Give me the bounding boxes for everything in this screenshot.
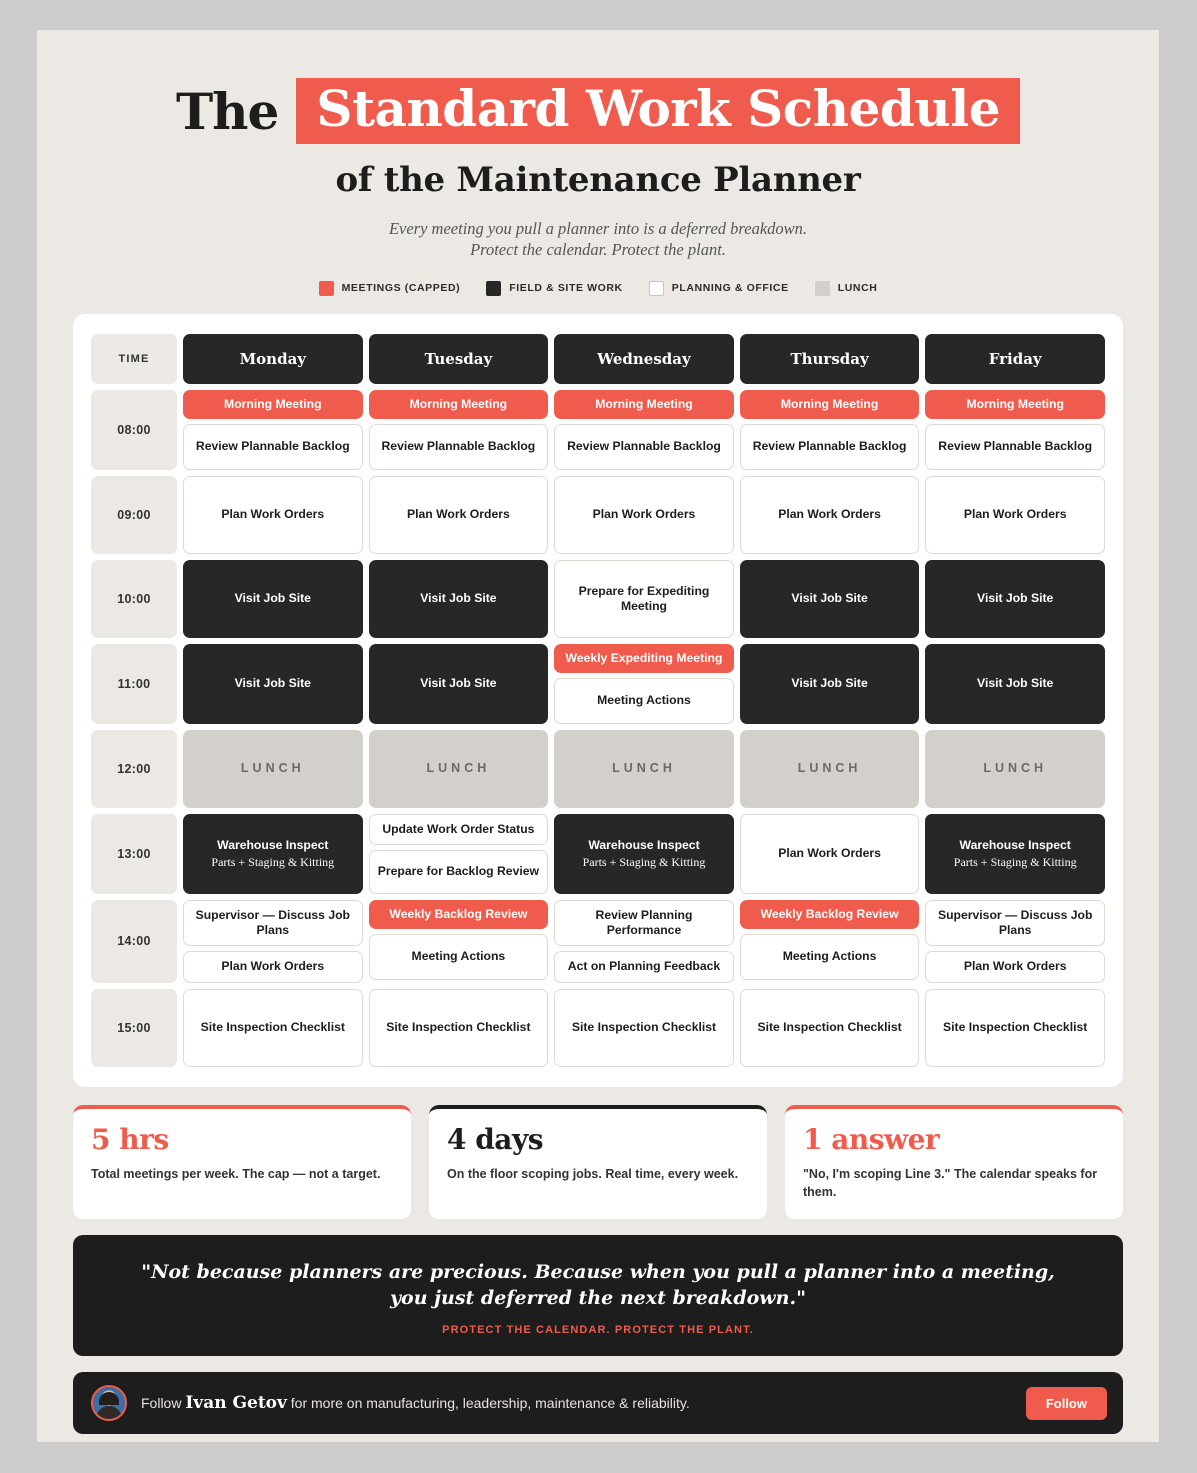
event-label: Plan Work Orders xyxy=(778,507,881,522)
legend-swatch-icon xyxy=(649,281,664,296)
event-label: Update Work Order Status xyxy=(382,821,535,836)
event-block[interactable] xyxy=(183,989,363,1067)
event-label: Weekly Backlog Review xyxy=(389,906,528,921)
event-label: Plan Work Orders xyxy=(778,846,881,861)
calendar-row xyxy=(91,900,1105,983)
event-block[interactable] xyxy=(740,989,920,1067)
event-label: Site Inspection Checklist xyxy=(757,1020,902,1034)
event-label: Morning Meeting xyxy=(224,396,322,411)
event-block[interactable] xyxy=(925,814,1105,894)
stat-description: On the floor scoping jobs. Real time, every week. xyxy=(447,1166,739,1181)
event-label: Visit Job Site xyxy=(420,676,497,691)
calendar-slot xyxy=(925,814,1105,894)
calendar-slot xyxy=(183,390,363,470)
event-label: Visit Job Site xyxy=(791,676,868,691)
calendar-slot xyxy=(740,989,920,1067)
time-label: 08:00 xyxy=(91,390,177,470)
calendar-slot xyxy=(554,560,734,638)
event-block[interactable] xyxy=(183,560,363,638)
legend-label: PLANNING & OFFICE xyxy=(671,282,789,295)
event-label: LUNCH xyxy=(797,761,862,776)
event-block[interactable] xyxy=(554,424,734,470)
calendar-slot xyxy=(369,730,549,808)
event-label: Site Inspection Checklist xyxy=(571,1020,717,1034)
follow-prefix: Follow xyxy=(141,1395,182,1412)
event-label: Morning Meeting xyxy=(595,396,693,411)
calendar-row xyxy=(91,989,1105,1067)
event-label: Supervisor — Discuss Job Plans xyxy=(195,907,351,938)
event-block[interactable] xyxy=(369,934,549,980)
legend-label: MEETINGS (CAPPED) xyxy=(341,282,461,295)
legend-item xyxy=(649,281,789,296)
event-block[interactable] xyxy=(554,560,734,638)
event-block[interactable] xyxy=(925,424,1105,470)
event-block[interactable] xyxy=(740,730,920,808)
event-label: Weekly Backlog Review xyxy=(760,906,899,921)
time-label: 09:00 xyxy=(91,476,177,554)
time-label: 14:00 xyxy=(91,900,177,983)
calendar-slot xyxy=(740,814,920,894)
event-block[interactable] xyxy=(740,390,920,419)
event-sublabel: Parts + Staging & Kitting xyxy=(211,855,335,869)
event-label: Visit Job Site xyxy=(791,591,868,606)
title-prefix: The xyxy=(175,81,279,141)
time-column-header: TIME xyxy=(91,334,177,384)
quote-text: "Not because planners are precious. Because when you pull a planner into a meeting, you just deferred the next breakdown." xyxy=(141,1260,1055,1310)
event-block[interactable] xyxy=(369,560,549,638)
stat-card xyxy=(785,1105,1123,1219)
event-label: LUNCH xyxy=(240,761,305,776)
calendar-slot xyxy=(925,644,1105,724)
legend-swatch-icon xyxy=(486,281,501,296)
event-block[interactable] xyxy=(925,476,1105,554)
legend-swatch-icon xyxy=(319,281,334,296)
calendar-slot xyxy=(183,644,363,724)
quote-banner xyxy=(73,1235,1123,1356)
event-block[interactable] xyxy=(554,644,734,673)
day-header-monday: Monday xyxy=(183,334,363,384)
event-label: LUNCH xyxy=(983,761,1048,776)
calendar-slot xyxy=(369,644,549,724)
event-block[interactable] xyxy=(183,730,363,808)
follow-text xyxy=(141,1393,690,1413)
event-label: Act on Planning Feedback xyxy=(567,959,721,974)
event-label: Morning Meeting xyxy=(780,396,879,411)
event-label: Prepare for Expediting Meeting xyxy=(578,583,710,613)
event-block[interactable] xyxy=(369,476,549,554)
legend-item xyxy=(815,281,878,296)
poster-header xyxy=(37,30,1159,296)
event-label: Warehouse Inspect xyxy=(959,837,1071,852)
event-block[interactable] xyxy=(369,814,549,845)
calendar-slot xyxy=(925,989,1105,1067)
event-label: Visit Job Site xyxy=(977,591,1054,606)
calendar-slot xyxy=(183,814,363,894)
calendar-slot xyxy=(369,814,549,894)
calendar-slot xyxy=(183,989,363,1067)
event-label: Warehouse Inspect xyxy=(588,837,700,852)
event-block[interactable] xyxy=(925,989,1105,1067)
event-block[interactable] xyxy=(554,900,734,947)
event-block[interactable] xyxy=(183,390,363,419)
event-block[interactable] xyxy=(740,814,920,894)
event-block[interactable] xyxy=(925,390,1105,419)
calendar-grid xyxy=(85,328,1111,1073)
event-label: Warehouse Inspect xyxy=(217,837,329,852)
legend-label: FIELD & SITE WORK xyxy=(509,282,623,295)
calendar-slot xyxy=(740,476,920,554)
event-label: Visit Job Site xyxy=(234,591,311,606)
event-label: Meeting Actions xyxy=(597,693,691,708)
legend-item xyxy=(486,281,622,296)
event-label: Visit Job Site xyxy=(234,676,311,691)
time-label: 15:00 xyxy=(91,989,177,1067)
follow-button[interactable]: Follow xyxy=(1026,1387,1107,1420)
event-block[interactable] xyxy=(925,900,1105,947)
event-label: Meeting Actions xyxy=(782,949,877,964)
calendar-row xyxy=(91,390,1105,470)
event-label: LUNCH xyxy=(612,761,676,776)
event-label: Review Plannable Backlog xyxy=(752,439,907,454)
event-label: Review Plannable Backlog xyxy=(938,439,1093,454)
event-block[interactable] xyxy=(183,814,363,894)
event-label: Visit Job Site xyxy=(420,591,497,606)
event-label: Meeting Actions xyxy=(411,949,506,964)
event-block[interactable] xyxy=(740,900,920,929)
avatar xyxy=(91,1385,127,1421)
page-title xyxy=(37,78,1159,144)
calendar-slot xyxy=(925,730,1105,808)
event-label: Plan Work Orders xyxy=(963,507,1067,522)
event-block[interactable] xyxy=(925,560,1105,638)
event-block[interactable] xyxy=(554,814,734,894)
event-label: Plan Work Orders xyxy=(221,507,325,522)
event-block[interactable] xyxy=(740,934,920,980)
event-label: Review Plannable Backlog xyxy=(195,439,350,454)
calendar-row xyxy=(91,476,1105,554)
event-block[interactable] xyxy=(369,424,549,470)
event-block[interactable] xyxy=(369,730,549,808)
calendar-slot xyxy=(554,390,734,470)
calendar-slot xyxy=(740,900,920,983)
event-block[interactable] xyxy=(554,989,734,1067)
event-label: Site Inspection Checklist xyxy=(386,1020,531,1034)
event-block[interactable] xyxy=(554,678,734,724)
event-block[interactable] xyxy=(183,424,363,470)
stat-description: Total meetings per week. The cap — not a target. xyxy=(91,1166,381,1181)
event-label: LUNCH xyxy=(426,761,491,776)
event-label: Site Inspection Checklist xyxy=(943,1020,1088,1034)
calendar-slot xyxy=(925,476,1105,554)
event-label: Review Plannable Backlog xyxy=(381,439,536,454)
event-block[interactable] xyxy=(554,390,734,419)
event-block[interactable] xyxy=(369,900,549,929)
legend-swatch-icon xyxy=(815,281,830,296)
event-label: Site Inspection Checklist xyxy=(200,1020,345,1034)
event-block[interactable] xyxy=(369,644,549,724)
stat-number: 5 hrs xyxy=(91,1122,169,1156)
calendar-slot xyxy=(369,989,549,1067)
event-block[interactable] xyxy=(740,424,920,470)
time-label: 10:00 xyxy=(91,560,177,638)
event-block[interactable] xyxy=(183,951,363,982)
calendar-slot xyxy=(740,644,920,724)
tagline xyxy=(37,218,1159,261)
event-block[interactable] xyxy=(369,850,549,894)
calendar-slot xyxy=(740,560,920,638)
calendar-slot xyxy=(740,390,920,470)
event-label: Review Planning Performance xyxy=(595,907,693,938)
calendar-slot xyxy=(554,644,734,724)
event-sublabel: Parts + Staging & Kitting xyxy=(582,855,706,869)
event-label: Morning Meeting xyxy=(966,396,1064,411)
event-block[interactable] xyxy=(925,644,1105,724)
calendar-slot xyxy=(369,476,549,554)
event-label: Visit Job Site xyxy=(977,676,1054,691)
calendar-row xyxy=(91,560,1105,638)
follow-suffix: for more on manufacturing, leadership, maintenance & reliability. xyxy=(290,1395,690,1412)
event-block[interactable] xyxy=(740,560,920,638)
calendar-row xyxy=(91,730,1105,808)
event-label: Plan Work Orders xyxy=(221,959,325,974)
time-label: 13:00 xyxy=(91,814,177,894)
day-header-tuesday: Tuesday xyxy=(369,334,549,384)
stat-cards xyxy=(73,1105,1123,1219)
calendar-row xyxy=(91,814,1105,894)
event-block[interactable] xyxy=(740,644,920,724)
event-label: Plan Work Orders xyxy=(407,507,510,522)
calendar-slot xyxy=(554,989,734,1067)
day-header-friday: Friday xyxy=(925,334,1105,384)
stat-number: 1 answer xyxy=(803,1122,940,1156)
event-sublabel: Parts + Staging & Kitting xyxy=(953,855,1077,869)
calendar-slot xyxy=(183,730,363,808)
event-block[interactable] xyxy=(554,951,734,982)
time-label: 11:00 xyxy=(91,644,177,724)
follow-bar xyxy=(73,1372,1123,1434)
weekly-calendar xyxy=(73,314,1123,1087)
event-block[interactable] xyxy=(369,390,549,419)
event-block[interactable] xyxy=(183,476,363,554)
calendar-row xyxy=(91,644,1105,724)
day-header-wednesday: Wednesday xyxy=(554,334,734,384)
event-label: Prepare for Backlog Review xyxy=(377,864,539,879)
calendar-slot xyxy=(369,900,549,983)
stat-card xyxy=(73,1105,411,1219)
event-block[interactable] xyxy=(554,730,734,808)
stat-description: "No, I'm scoping Line 3." The calendar speaks for them. xyxy=(803,1166,1098,1199)
legend-label: LUNCH xyxy=(837,282,878,295)
calendar-slot xyxy=(183,476,363,554)
stat-number: 4 days xyxy=(447,1122,543,1156)
calendar-slot xyxy=(554,900,734,983)
calendar-slot xyxy=(740,730,920,808)
time-label: 12:00 xyxy=(91,730,177,808)
page-subtitle: of the Maintenance Planner xyxy=(335,160,861,200)
legend xyxy=(37,281,1159,296)
calendar-slot xyxy=(925,390,1105,470)
calendar-slot xyxy=(183,560,363,638)
event-block[interactable] xyxy=(740,476,920,554)
event-label: Plan Work Orders xyxy=(963,959,1067,974)
event-label: Morning Meeting xyxy=(409,396,508,411)
event-block[interactable] xyxy=(925,730,1105,808)
event-block[interactable] xyxy=(554,476,734,554)
quote-tagline: PROTECT THE CALENDAR. PROTECT THE PLANT. xyxy=(442,1324,754,1337)
calendar-slot xyxy=(369,390,549,470)
event-label: Weekly Expediting Meeting xyxy=(565,650,723,665)
tagline-line-1: Every meeting you pull a planner into is a deferred breakdown. xyxy=(388,219,808,238)
legend-item xyxy=(319,281,461,296)
event-label: Plan Work Orders xyxy=(592,507,696,522)
calendar-slot xyxy=(554,814,734,894)
poster-page xyxy=(37,30,1159,1442)
calendar-header-row xyxy=(91,334,1105,384)
title-highlight: Standard Work Schedule xyxy=(296,78,1020,144)
day-header-thursday: Thursday xyxy=(740,334,920,384)
calendar-slot xyxy=(369,560,549,638)
tagline-line-2: Protect the calendar. Protect the plant. xyxy=(470,240,726,260)
calendar-slot xyxy=(925,560,1105,638)
calendar-slot xyxy=(925,900,1105,983)
event-label: Supervisor — Discuss Job Plans xyxy=(937,907,1093,938)
calendar-slot xyxy=(183,900,363,983)
stat-card xyxy=(429,1105,767,1219)
event-block[interactable] xyxy=(183,900,363,947)
calendar-slot xyxy=(554,476,734,554)
event-block[interactable] xyxy=(183,644,363,724)
calendar-slot xyxy=(554,730,734,808)
author-name: Ivan Getov xyxy=(185,1393,287,1414)
event-block[interactable] xyxy=(925,951,1105,982)
event-label: Review Plannable Backlog xyxy=(567,439,721,454)
event-block[interactable] xyxy=(369,989,549,1067)
